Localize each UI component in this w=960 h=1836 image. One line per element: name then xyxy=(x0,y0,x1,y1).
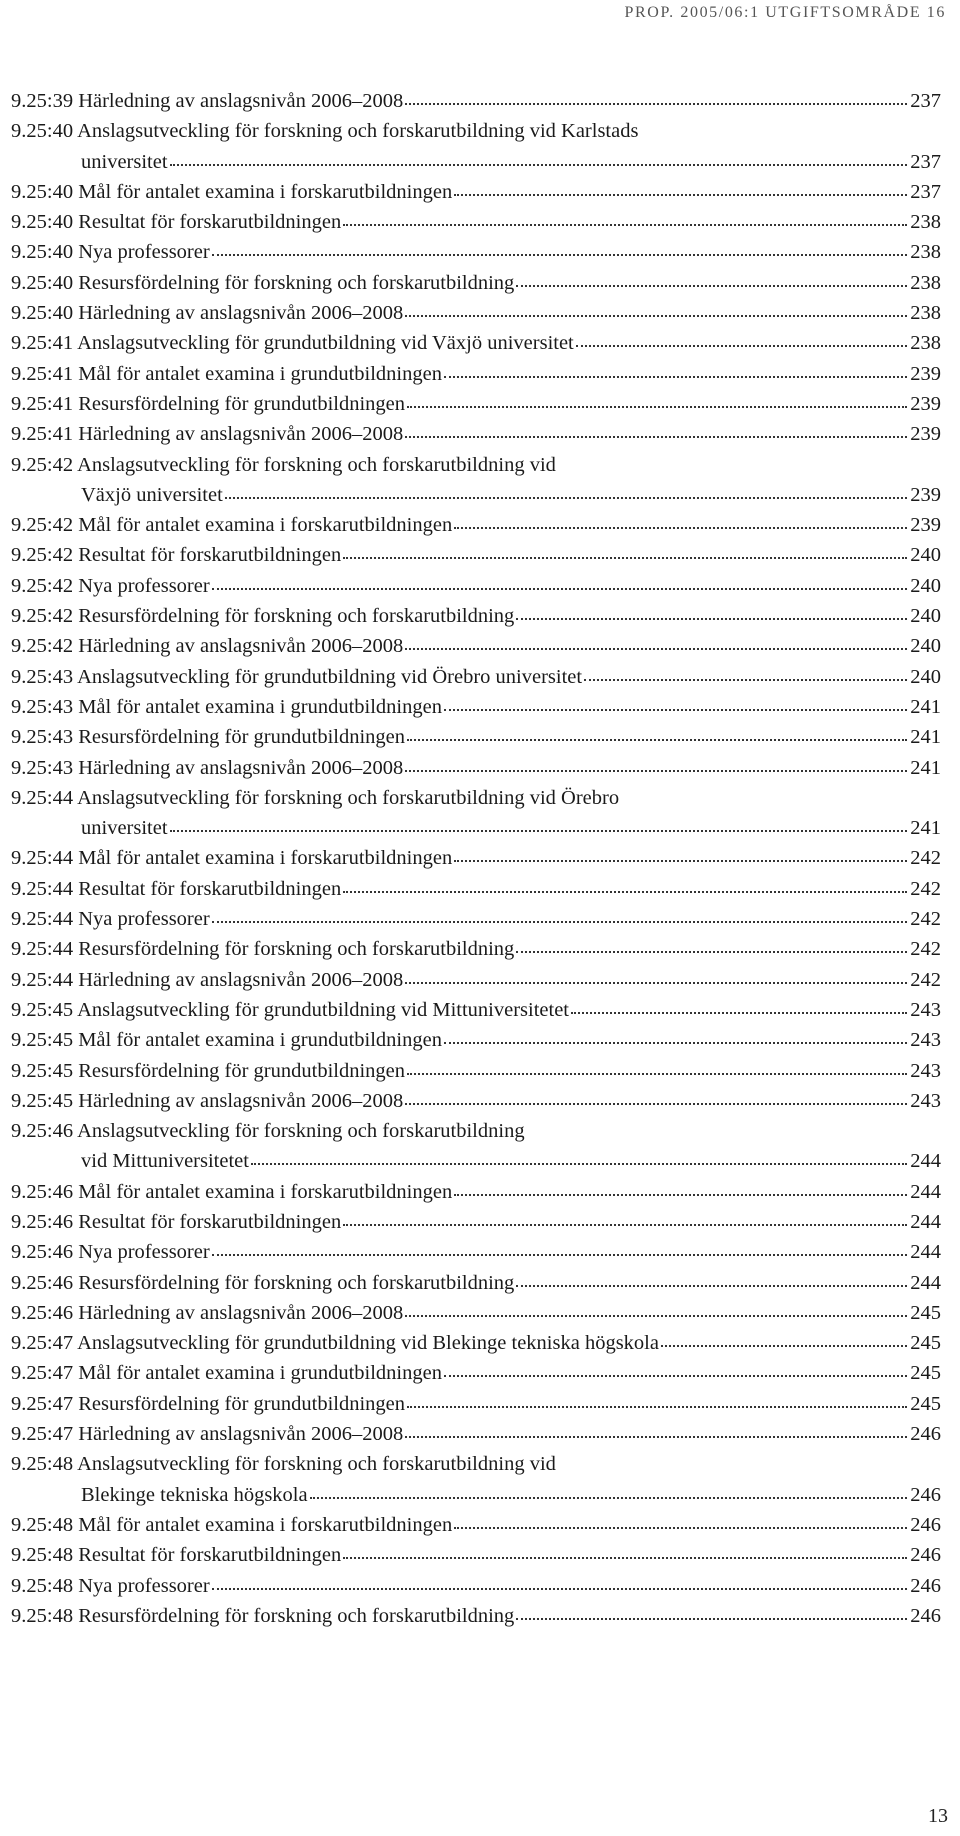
toc-entry-title: 9.25:48 Nya professorer xyxy=(11,1574,210,1597)
toc-entry-page: 242 xyxy=(910,968,941,991)
toc-entry-title: 9.25:46 Resursfördelning för forskning och forskarutbildning xyxy=(11,1271,515,1294)
dot-leader xyxy=(407,406,907,408)
toc-entry[interactable] xyxy=(11,1358,941,1388)
toc-entry[interactable] xyxy=(11,1419,941,1449)
toc-entry[interactable] xyxy=(11,631,941,661)
toc-entry-title: 9.25:45 Anslagsutveckling för grundutbildning vid Mittuniversitetet xyxy=(11,998,570,1021)
toc-entry-page: 241 xyxy=(910,695,941,718)
dot-leader xyxy=(212,254,908,256)
toc-entry-title: 9.25:41 Mål för antalet examina i grundutbildningen xyxy=(11,362,442,385)
toc-entry[interactable] xyxy=(11,419,941,449)
dot-leader xyxy=(407,739,907,741)
toc-entry[interactable] xyxy=(11,1207,941,1237)
toc-entry-title: 9.25:44 Nya professorer xyxy=(11,908,210,931)
dot-leader xyxy=(516,285,907,287)
toc-entry-page: 243 xyxy=(910,998,941,1021)
toc-entry-page: 239 xyxy=(910,362,941,385)
page-number: 13 xyxy=(928,1805,948,1827)
dot-leader xyxy=(405,1436,907,1438)
toc-entry[interactable] xyxy=(11,904,941,934)
toc-entry-page: 239 xyxy=(910,483,941,506)
dot-leader xyxy=(576,345,908,347)
toc-entry-page: 243 xyxy=(910,1029,941,1052)
toc-entry[interactable] xyxy=(11,1510,941,1540)
toc-entry-page: 237 xyxy=(910,180,941,203)
toc-entry-title: 9.25:43 Anslagsutveckling för grundutbildning vid Örebro universitet xyxy=(11,665,583,688)
dot-leader xyxy=(454,194,907,196)
toc-entry[interactable] xyxy=(11,783,941,844)
dot-leader xyxy=(454,1527,907,1529)
toc-entry[interactable] xyxy=(11,692,941,722)
toc-entry-page: 238 xyxy=(910,332,941,355)
toc-entry-page: 238 xyxy=(910,211,941,234)
running-header: PROP. 2005/06:1 UTGIFTSOMRÅDE 16 xyxy=(624,4,946,21)
toc-entry-title: 9.25:46 Mål för antalet examina i forskarutbildningen xyxy=(11,1180,453,1203)
toc-entry-title: 9.25:48 Resursfördelning för forskning och forskarutbildning xyxy=(11,1604,515,1627)
toc-entry-page: 240 xyxy=(910,574,941,597)
dot-leader xyxy=(405,770,907,772)
dot-leader xyxy=(212,921,908,923)
toc-entry-title: 9.25:42 Resursfördelning för forskning och forskarutbildning xyxy=(11,605,515,628)
toc-entry-title-first-line: 9.25:42 Anslagsutveckling för forskning och forskarutbildning vid xyxy=(11,453,556,476)
toc-entry-page: 241 xyxy=(910,726,941,749)
dot-leader xyxy=(516,1618,907,1620)
toc-entry[interactable] xyxy=(11,1086,941,1116)
toc-entry-page: 237 xyxy=(910,90,941,112)
toc-entry[interactable] xyxy=(11,177,941,207)
dot-leader xyxy=(661,1345,907,1347)
toc-entry-page: 244 xyxy=(910,1150,941,1173)
dot-leader xyxy=(444,1375,907,1377)
dot-leader xyxy=(251,1163,907,1165)
dot-leader xyxy=(343,557,907,559)
dot-leader xyxy=(516,1285,907,1287)
toc-entry-page: 246 xyxy=(910,1604,941,1627)
toc-entry-page: 239 xyxy=(910,392,941,415)
dot-leader xyxy=(405,982,907,984)
toc-entry-title-first-line: 9.25:46 Anslagsutveckling för forskning och forskarutbildning xyxy=(11,1120,525,1143)
toc-entry-page: 246 xyxy=(910,1513,941,1536)
dot-leader xyxy=(343,891,907,893)
toc-entry-page: 246 xyxy=(910,1483,941,1506)
toc-entry-page: 238 xyxy=(910,302,941,325)
dot-leader xyxy=(212,1254,908,1256)
dot-leader xyxy=(405,315,907,317)
toc-entry-title: 9.25:39 Härledning av anslagsnivån 2006–2008 xyxy=(11,90,404,112)
dot-leader xyxy=(516,951,907,953)
toc-entry[interactable] xyxy=(11,1540,941,1570)
toc-entry-page: 240 xyxy=(910,635,941,658)
toc-entry-title: vid Mittuniversitetet xyxy=(81,1150,249,1173)
dot-leader xyxy=(170,830,908,832)
dot-leader xyxy=(225,497,907,499)
toc-entry[interactable] xyxy=(11,1177,941,1207)
toc-entry-page: 242 xyxy=(910,877,941,900)
toc-entry-page: 242 xyxy=(910,847,941,870)
toc-entry-title: universitet xyxy=(81,150,168,173)
toc-entry[interactable] xyxy=(11,1237,941,1267)
toc-entry-page: 245 xyxy=(910,1362,941,1385)
dot-leader xyxy=(405,648,907,650)
toc-entry-title: 9.25:40 Härledning av anslagsnivån 2006–2008 xyxy=(11,302,404,325)
toc-entry-title: 9.25:42 Härledning av anslagsnivån 2006–2008 xyxy=(11,635,404,658)
toc-entry[interactable] xyxy=(11,510,941,540)
dot-leader xyxy=(454,527,907,529)
toc-entry-page: 244 xyxy=(910,1271,941,1294)
toc-entry-page: 244 xyxy=(910,1210,941,1233)
toc-entry-page: 245 xyxy=(910,1301,941,1324)
dot-leader xyxy=(405,103,907,105)
toc-entry[interactable] xyxy=(11,450,941,511)
toc-entry[interactable] xyxy=(11,874,941,904)
toc-entry[interactable] xyxy=(11,1298,941,1328)
toc-entry-page: 243 xyxy=(910,1089,941,1112)
toc-entry[interactable] xyxy=(11,571,941,601)
dot-leader xyxy=(310,1497,908,1499)
toc-entry[interactable] xyxy=(11,1328,941,1358)
toc-entry-title: 9.25:41 Härledning av anslagsnivån 2006–2008 xyxy=(11,423,404,446)
table-of-contents xyxy=(11,86,941,1631)
toc-entry-page: 246 xyxy=(910,1423,941,1446)
toc-entry[interactable] xyxy=(11,116,941,177)
dot-leader xyxy=(343,224,907,226)
toc-entry[interactable] xyxy=(11,1449,941,1510)
dot-leader xyxy=(405,1103,907,1105)
dot-leader xyxy=(516,618,907,620)
toc-entry[interactable] xyxy=(11,389,941,419)
dot-leader xyxy=(212,588,908,590)
toc-entry-title: 9.25:47 Resursfördelning för grundutbildningen xyxy=(11,1392,406,1415)
toc-entry-title: 9.25:43 Härledning av anslagsnivån 2006–2008 xyxy=(11,756,404,779)
toc-entry[interactable] xyxy=(11,965,941,995)
toc-entry-page: 237 xyxy=(910,150,941,173)
toc-entry-page: 246 xyxy=(910,1544,941,1567)
toc-entry-title: 9.25:44 Härledning av anslagsnivån 2006–2008 xyxy=(11,968,404,991)
toc-entry[interactable] xyxy=(11,207,941,237)
toc-entry-title-first-line: 9.25:40 Anslagsutveckling för forskning och forskarutbildning vid Karlstads xyxy=(11,120,639,143)
toc-entry[interactable] xyxy=(11,934,941,964)
toc-entry-title: 9.25:46 Resultat för forskarutbildningen xyxy=(11,1210,342,1233)
toc-entry[interactable] xyxy=(11,237,941,267)
toc-entry-page: 244 xyxy=(910,1180,941,1203)
toc-entry[interactable] xyxy=(11,843,941,873)
dot-leader xyxy=(571,1012,907,1014)
toc-entry-title: 9.25:40 Nya professorer xyxy=(11,241,210,264)
toc-entry-title: 9.25:46 Härledning av anslagsnivån 2006–2008 xyxy=(11,1301,404,1324)
toc-entry[interactable] xyxy=(11,722,941,752)
toc-entry-title: 9.25:45 Mål för antalet examina i grundutbildningen xyxy=(11,1029,442,1052)
dot-leader xyxy=(405,1315,907,1317)
toc-entry-title: 9.25:43 Resursfördelning för grundutbildningen xyxy=(11,726,406,749)
dot-leader xyxy=(343,1557,907,1559)
toc-entry-page: 239 xyxy=(910,423,941,446)
toc-entry[interactable] xyxy=(11,601,941,631)
toc-entry[interactable] xyxy=(11,328,941,358)
toc-entry[interactable] xyxy=(11,86,941,116)
toc-entry-title-first-line: 9.25:48 Anslagsutveckling för forskning och forskarutbildning vid xyxy=(11,1453,556,1476)
toc-entry-title: 9.25:42 Mål för antalet examina i forskarutbildningen xyxy=(11,514,453,537)
dot-leader xyxy=(444,376,907,378)
toc-entry-page: 245 xyxy=(910,1392,941,1415)
dot-leader xyxy=(584,679,907,681)
toc-entry[interactable] xyxy=(11,1056,941,1086)
toc-entry-title: 9.25:40 Resultat för forskarutbildningen xyxy=(11,211,342,234)
toc-entry-title: 9.25:47 Härledning av anslagsnivån 2006–2008 xyxy=(11,1423,404,1446)
toc-entry-title: 9.25:40 Mål för antalet examina i forskarutbildningen xyxy=(11,180,453,203)
toc-entry[interactable] xyxy=(11,1389,941,1419)
toc-entry[interactable] xyxy=(11,995,941,1025)
dot-leader xyxy=(444,1042,907,1044)
toc-entry-title: 9.25:46 Nya professorer xyxy=(11,1241,210,1264)
dot-leader xyxy=(343,1224,907,1226)
toc-entry-title: universitet xyxy=(81,817,168,840)
toc-entry-page: 242 xyxy=(910,908,941,931)
toc-entry-title: Blekinge tekniska högskola xyxy=(81,1483,308,1506)
dot-leader xyxy=(444,709,907,711)
toc-entry[interactable] xyxy=(11,1268,941,1298)
dot-leader xyxy=(405,436,907,438)
toc-entry-title: 9.25:41 Anslagsutveckling för grundutbildning vid Växjö universitet xyxy=(11,332,574,355)
toc-entry[interactable] xyxy=(11,1571,941,1601)
toc-entry-title: 9.25:42 Resultat för forskarutbildningen xyxy=(11,544,342,567)
toc-entry-title: 9.25:41 Resursfördelning för grundutbildningen xyxy=(11,392,406,415)
toc-entry-title: 9.25:44 Resursfördelning för forskning och forskarutbildning xyxy=(11,938,515,961)
toc-entry-page: 239 xyxy=(910,514,941,537)
toc-entry-title: 9.25:44 Resultat för forskarutbildningen xyxy=(11,877,342,900)
toc-entry[interactable] xyxy=(11,268,941,298)
dot-leader xyxy=(454,1194,907,1196)
toc-entry-title: 9.25:45 Resursfördelning för grundutbildningen xyxy=(11,1059,406,1082)
dot-leader xyxy=(212,1588,908,1590)
toc-entry[interactable] xyxy=(11,1601,941,1631)
toc-entry-title: 9.25:43 Mål för antalet examina i grundutbildningen xyxy=(11,695,442,718)
toc-entry[interactable] xyxy=(11,298,941,328)
toc-entry-page: 240 xyxy=(910,665,941,688)
toc-entry-title: 9.25:45 Härledning av anslagsnivån 2006–2008 xyxy=(11,1089,404,1112)
toc-entry-title: 9.25:44 Mål för antalet examina i forskarutbildningen xyxy=(11,847,453,870)
toc-entry-title: 9.25:48 Resultat för forskarutbildningen xyxy=(11,1544,342,1567)
dot-leader xyxy=(454,860,907,862)
toc-entry-page: 242 xyxy=(910,938,941,961)
dot-leader xyxy=(170,164,908,166)
toc-entry-title: 9.25:42 Nya professorer xyxy=(11,574,210,597)
dot-leader xyxy=(407,1073,907,1075)
toc-entry[interactable] xyxy=(11,662,941,692)
toc-entry-page: 243 xyxy=(910,1059,941,1082)
toc-entry-title: 9.25:48 Mål för antalet examina i forskarutbildningen xyxy=(11,1513,453,1536)
toc-entry-page: 240 xyxy=(910,544,941,567)
toc-entry[interactable] xyxy=(11,1025,941,1055)
toc-entry-page: 238 xyxy=(910,271,941,294)
dot-leader xyxy=(407,1406,907,1408)
toc-entry-page: 246 xyxy=(910,1574,941,1597)
toc-entry[interactable] xyxy=(11,540,941,570)
toc-entry[interactable] xyxy=(11,1116,941,1177)
toc-entry[interactable] xyxy=(11,359,941,389)
toc-entry-page: 241 xyxy=(910,817,941,840)
toc-entry-page: 245 xyxy=(910,1332,941,1355)
toc-entry-page: 238 xyxy=(910,241,941,264)
toc-entry-title: 9.25:47 Anslagsutveckling för grundutbildning vid Blekinge tekniska högskola xyxy=(11,1332,659,1355)
toc-entry-page: 244 xyxy=(910,1241,941,1264)
toc-entry-title: 9.25:40 Resursfördelning för forskning och forskarutbildning xyxy=(11,271,515,294)
toc-entry-title: Växjö universitet xyxy=(81,483,223,506)
toc-entry[interactable] xyxy=(11,753,941,783)
toc-entry-page: 240 xyxy=(910,605,941,628)
toc-entry-title: 9.25:47 Mål för antalet examina i grundutbildningen xyxy=(11,1362,442,1385)
toc-entry-page: 241 xyxy=(910,756,941,779)
toc-entry-title-first-line: 9.25:44 Anslagsutveckling för forskning och forskarutbildning vid Örebro xyxy=(11,786,620,809)
